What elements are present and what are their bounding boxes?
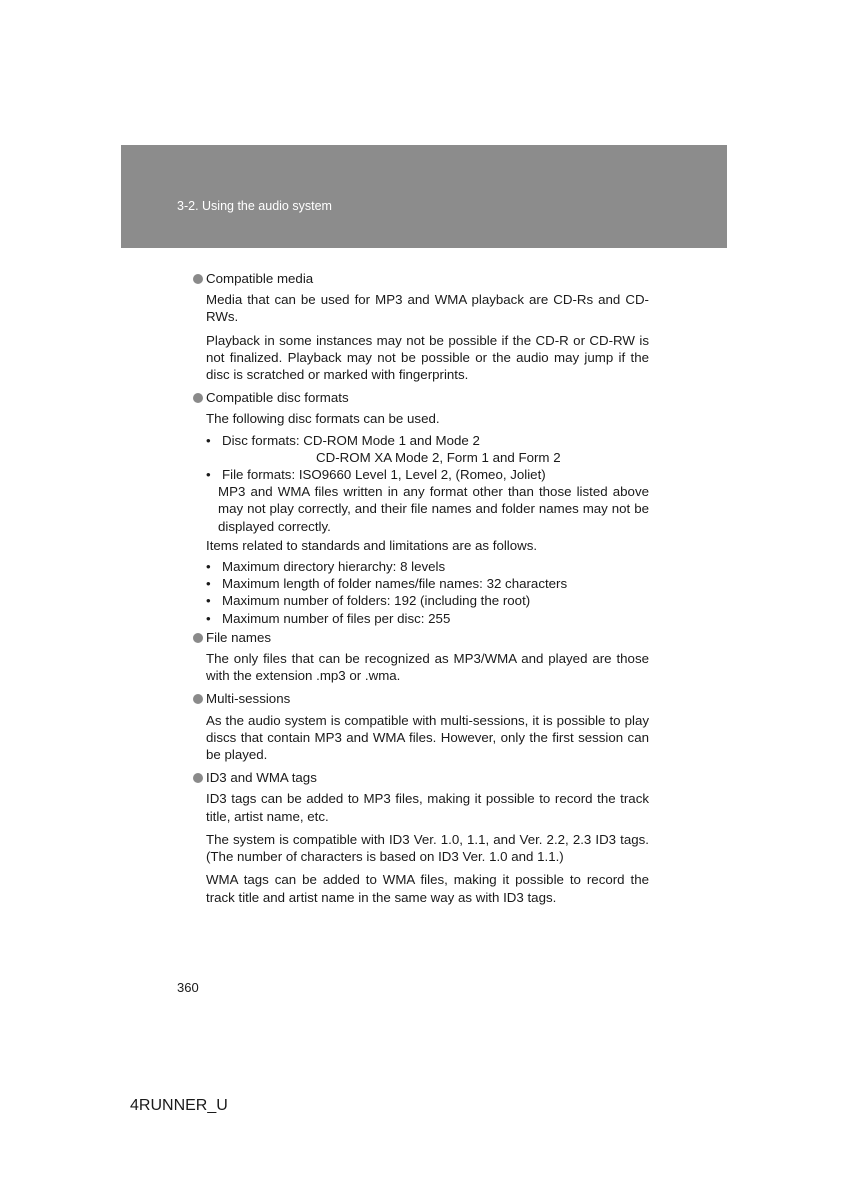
paragraph: ID3 tags can be added to MP3 files, making it possible to record the track title, artist name, etc. — [206, 791, 649, 824]
section-heading-multi-sessions — [193, 690, 649, 707]
paragraph: Items related to standards and limitations are as follows. — [206, 537, 538, 553]
heading-text: Compatible media — [206, 271, 314, 286]
dot-bullet-icon: • — [206, 610, 211, 626]
paragraph: Media that can be used for MP3 and WMA playback are CD-Rs and CD-RWs. — [206, 292, 649, 325]
heading-text: File names — [206, 629, 272, 645]
list-item-text: Maximum number of folders: 192 (including the root) — [222, 593, 531, 609]
list-item-text: File formats: ISO9660 Level 1, Level 2, (Romeo, Joliet) — [222, 467, 546, 483]
section-heading-compatible-media — [193, 270, 649, 287]
heading-text: Compatible disc formats — [206, 390, 349, 406]
list-item — [206, 592, 649, 609]
list-item — [206, 466, 649, 483]
paragraph: Playback in some instances may not be possible if the CD-R or CD-RW is not finalized. Playback may not be possible or the audio may jump if the disc is scratched or marked with fingerprints. — [206, 332, 649, 383]
paragraph: The system is compatible with ID3 Ver. 1.0, 1.1, and Ver. 2.2, 2.3 ID3 tags. (The number of characters is based on ID3 Ver. 1.0 and 1.1.) — [206, 831, 649, 865]
list-item — [206, 575, 649, 592]
page-number: 360 — [177, 980, 199, 995]
list-item — [206, 432, 649, 449]
header-band — [121, 145, 727, 248]
paragraph: WMA tags can be added to WMA files, making it possible to record the track title and artist name in the same way as with ID3 tags. — [206, 872, 649, 905]
limits-list — [206, 558, 649, 627]
heading-text: Multi-sessions — [206, 691, 291, 707]
section-heading-compatible-disc-formats — [193, 389, 649, 406]
circle-bullet-icon — [193, 694, 203, 704]
list-item-text: Maximum directory hierarchy: 8 levels — [222, 559, 446, 575]
list-item-text: Maximum length of folder names/file names: 32 characters — [222, 576, 568, 592]
dot-bullet-icon: • — [206, 559, 211, 575]
page-content — [193, 270, 649, 912]
circle-bullet-icon — [193, 773, 203, 783]
paragraph: The only files that can be recognized as MP3/WMA and played are those with the extension .mp3 or .wma. — [206, 651, 649, 684]
list-item-note: MP3 and WMA files written in any format other than those listed above may not play correctly, and their file names and folder names may not be displayed correctly. — [218, 484, 649, 534]
heading-text: ID3 and WMA tags — [206, 770, 317, 786]
dot-bullet-icon: • — [206, 593, 211, 609]
list-item — [206, 610, 649, 627]
circle-bullet-icon — [193, 393, 203, 403]
section-title: 3-2. Using the audio system — [177, 199, 332, 213]
dot-bullet-icon: • — [206, 432, 211, 448]
section-heading-file-names — [193, 629, 649, 646]
list-item-text: Maximum number of files per disc: 255 — [222, 610, 451, 626]
paragraph: As the audio system is compatible with multi-sessions, it is possible to play discs that contain MP3 and WMA files. However, only the first session can be played. — [206, 712, 649, 763]
section-heading-id3-wma-tags — [193, 769, 649, 786]
circle-bullet-icon — [193, 633, 203, 643]
list-item-text: Disc formats: CD-ROM Mode 1 and Mode 2 — [222, 432, 480, 448]
list-item-continuation: CD-ROM XA Mode 2, Form 1 and Form 2 — [316, 449, 561, 465]
circle-bullet-icon — [193, 274, 203, 284]
disc-format-list — [206, 432, 649, 535]
paragraph: The following disc formats can be used. — [206, 411, 440, 427]
dot-bullet-icon: • — [206, 576, 211, 592]
document-code: 4RUNNER_U — [130, 1097, 228, 1114]
list-item — [206, 558, 649, 575]
dot-bullet-icon: • — [206, 467, 211, 483]
